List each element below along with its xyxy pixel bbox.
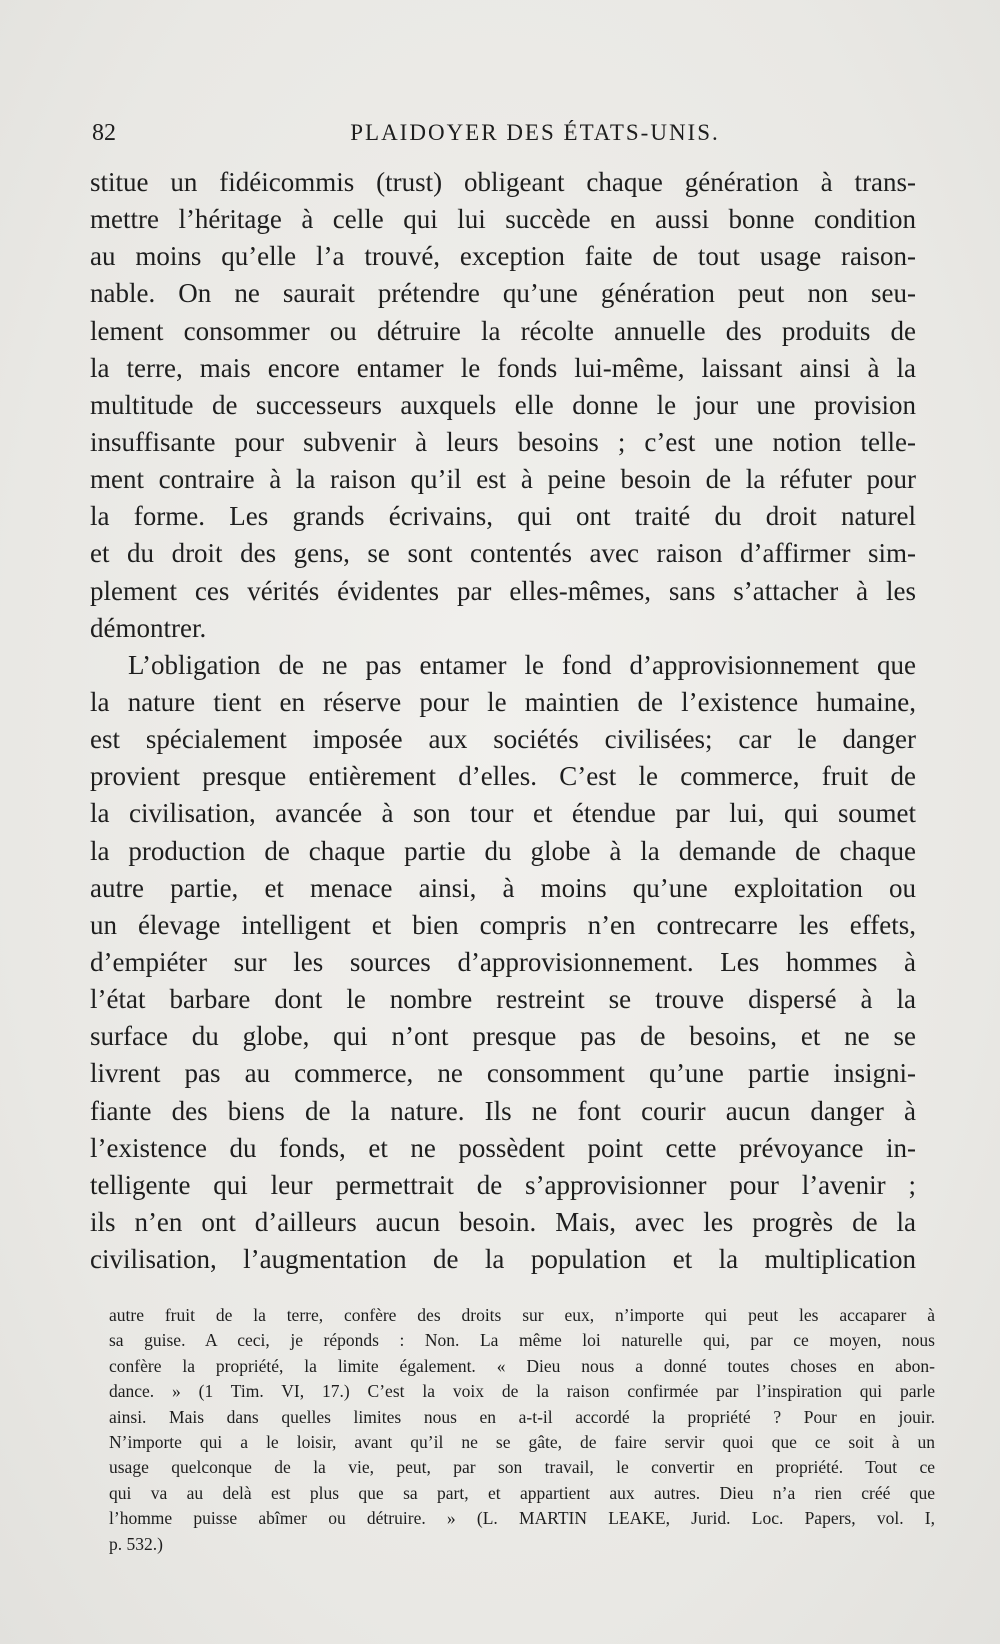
page-header [92,116,918,150]
body-line: ment contraire à la raison qu’il est à peine besoin de la réfuter pour [90,464,916,495]
footnote-line: usage quelconque de la vie, peut, par son travail, le convertir en propriété. Tout ce [109,1457,935,1478]
body-line: fiante des biens de la nature. Ils ne font courir aucun danger à [90,1095,916,1126]
body-text [90,164,916,1278]
body-line: civilisation, l’augmentation de la population et la multiplication [90,1244,916,1275]
body-line: livrent pas au commerce, ne consomment qu’une partie insigni- [90,1058,916,1089]
page-number: 82 [92,120,116,146]
running-title: PLAIDOYER DES ÉTATS-UNIS. [350,120,720,145]
body-line: telligente qui leur permettrait de s’approvisionner pour l’avenir ; [90,1169,916,1200]
body-line: nable. On ne saurait prétendre qu’une génération peut non seu- [90,278,916,309]
body-line: autre partie, et menace ainsi, à moins qu’une exploitation ou [90,872,916,903]
footnote-line: l’homme puisse abîmer ou détruire. » (L. MARTIN LEAKE, Jurid. Loc. Papers, vol. I, [109,1508,935,1529]
body-line: L’obligation de ne pas entamer le fond d’approvisionnement que [128,649,916,680]
footnote [109,1303,935,1557]
footnote-line: dance. » (1 Tim. VI, 17.) C’est la voix de la raison confirmée par l’inspiration qui parle [109,1381,935,1402]
body-line: lement consommer ou détruire la récolte annuelle des produits de [90,315,916,346]
body-line: mettre l’héritage à celle qui lui succède en aussi bonne condition [90,204,916,235]
body-line: la production de chaque partie du globe à la demande de chaque [90,835,916,866]
footnote-line: ainsi. Mais dans quelles limites nous en a-t-il accordé la propriété ? Pour en jouir. [109,1406,935,1427]
body-line: la terre, mais encore entamer le fonds lui-même, laissant ainsi à la [90,352,916,383]
body-line: au moins qu’elle l’a trouvé, exception faite de tout usage raison- [90,241,916,272]
body-line: plement ces vérités évidentes par elles-mêmes, sans s’attacher à les [90,575,916,606]
body-line: l’état barbare dont le nombre restreint se trouve dispersé à la [90,984,916,1015]
footnote-line: confère la propriété, la limite également. « Dieu nous a donné toutes choses en abon- [109,1355,935,1376]
body-line: insuffisante pour subvenir à leurs besoins ; c’est une notion telle- [90,426,916,457]
body-line: et du droit des gens, se sont contentés avec raison d’affirmer sim- [90,538,916,569]
body-line: l’existence du fonds, et ne possèdent point cette prévoyance in- [90,1132,916,1163]
body-line: provient presque entièrement d’elles. C’est le commerce, fruit de [90,761,916,792]
body-line: multitude de successeurs auxquels elle donne le jour une provision [90,389,916,420]
footnote-line: qui va au delà est plus que sa part, et appartient aux autres. Dieu n’a rien créé que [109,1482,935,1503]
body-line: d’empiéter sur les sources d’approvisionnement. Les hommes à [90,946,916,977]
body-line: la civilisation, avancée à son tour et étendue par lui, qui soumet [90,798,916,829]
body-line: la forme. Les grands écrivains, qui ont traité du droit naturel [90,501,916,532]
body-line: stitue un fidéicommis (trust) obligeant chaque génération à trans- [90,167,916,197]
body-line: est spécialement imposée aux sociétés civilisées; car le danger [90,724,916,755]
body-line: un élevage intelligent et bien compris n’en contrecarre les effets, [90,909,916,940]
footnote-line: N’importe qui a le loisir, avant qu’il ne se gâte, de faire servir quoi que ce soit à un [109,1431,935,1452]
footnote-line: autre fruit de la terre, confère des droits sur eux, n’importe qui peut les accaparer à [109,1305,935,1325]
footnote-line: p. 532.) [109,1533,163,1554]
body-line: démontrer. [90,612,207,643]
body-line: la nature tient en réserve pour le maintien de l’existence humaine, [90,686,916,717]
body-line: surface du globe, qui n’ont presque pas de besoins, et ne se [90,1021,916,1052]
body-line: ils n’en ont d’ailleurs aucun besoin. Mais, avec les progrès de la [90,1206,916,1237]
footnote-line: sa guise. A ceci, je réponds : Non. La même loi naturelle qui, par ce moyen, nous [109,1330,935,1351]
